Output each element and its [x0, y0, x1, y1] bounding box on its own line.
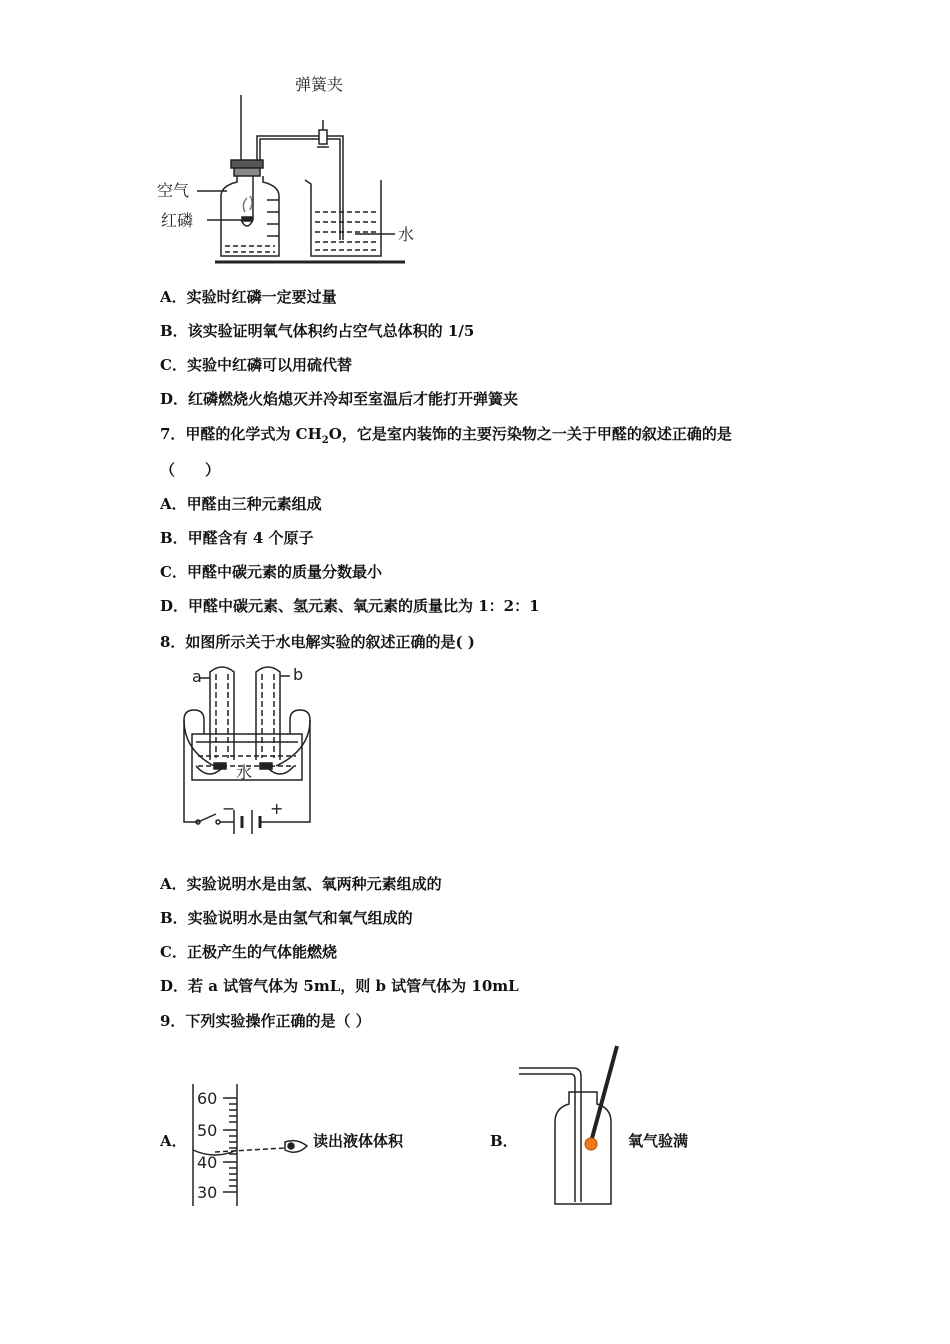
q7-option-d: D．甲醛中碳元素、氢元素、氧元素的质量比为 1：2：1 — [160, 597, 540, 615]
q9-option-b-letter: B． — [490, 1132, 518, 1150]
q7-option-b: B．甲醛含有 4 个原子 — [160, 529, 314, 547]
q6-option-a: A．实验时红磷一定要过量 — [160, 288, 337, 306]
q7-stem-sub: 2 — [321, 435, 329, 446]
air-label: 空气 — [157, 181, 190, 200]
tube-b-label: b — [293, 665, 304, 684]
q7-stem-before: 7．甲醛的化学式为 CH — [160, 425, 322, 443]
graduated-cylinder-figure — [185, 1080, 315, 1210]
q7-option-a: A．甲醛由三种元素组成 — [160, 495, 322, 513]
water-label: 水 — [398, 225, 415, 244]
q9-option-a-letter: A． — [160, 1132, 187, 1150]
q6-option-c: C．实验中红磷可以用硫代替 — [160, 356, 352, 374]
q8-option-c: C．正极产生的气体能燃烧 — [160, 943, 337, 961]
q9-option-a-text: 读出液体体积 — [313, 1132, 404, 1150]
q8-option-d: D．若 a 试管气体为 5mL，则 b 试管气体为 10mL — [160, 977, 519, 995]
q8-option-a: A．实验说明水是由氢、氧两种元素组成的 — [160, 875, 442, 893]
q9-option-b-text: 氧气验满 — [628, 1132, 689, 1150]
battery-minus-label: − — [222, 799, 236, 818]
tube-a-label: a — [192, 667, 202, 686]
q9-stem: 9．下列实验操作正确的是（ ） — [160, 1012, 371, 1030]
q7-stem-after: O，它是室内装饰的主要污染物之一关于甲醛的叙述正确的是 — [328, 425, 732, 443]
q7-option-c: C．甲醛中碳元素的质量分数最小 — [160, 563, 382, 581]
electrolysis-figure — [170, 660, 330, 835]
cylinder-tick-40: 40 — [197, 1153, 218, 1172]
q6-option-d: D．红磷燃烧火焰熄灭并冷却至室温后才能打开弹簧夹 — [160, 390, 519, 408]
glowing-splint-icon — [585, 1138, 597, 1150]
q8-stem: 8．如图所示关于水电解实验的叙述正确的是( ) — [160, 633, 475, 651]
cylinder-tick-30: 30 — [197, 1183, 218, 1202]
cylinder-tick-50: 50 — [197, 1121, 218, 1140]
q7-bracket: （ ） — [160, 461, 221, 479]
phosphorus-label: 红磷 — [161, 211, 194, 230]
q6-option-b: B．该实验证明氧气体积约占空气总体积的 1/5 — [160, 322, 475, 340]
q8-option-b: B．实验说明水是由氢气和氧气组成的 — [160, 909, 413, 927]
clamp-label: 弹簧夹 — [295, 75, 344, 94]
cylinder-tick-60: 60 — [197, 1089, 218, 1108]
trough-water-label: 水 — [236, 763, 253, 782]
phosphorus-apparatus-figure — [155, 70, 435, 270]
oxygen-test-figure — [515, 1042, 625, 1212]
q7-stem — [160, 423, 732, 446]
battery-plus-label: + — [270, 799, 284, 818]
